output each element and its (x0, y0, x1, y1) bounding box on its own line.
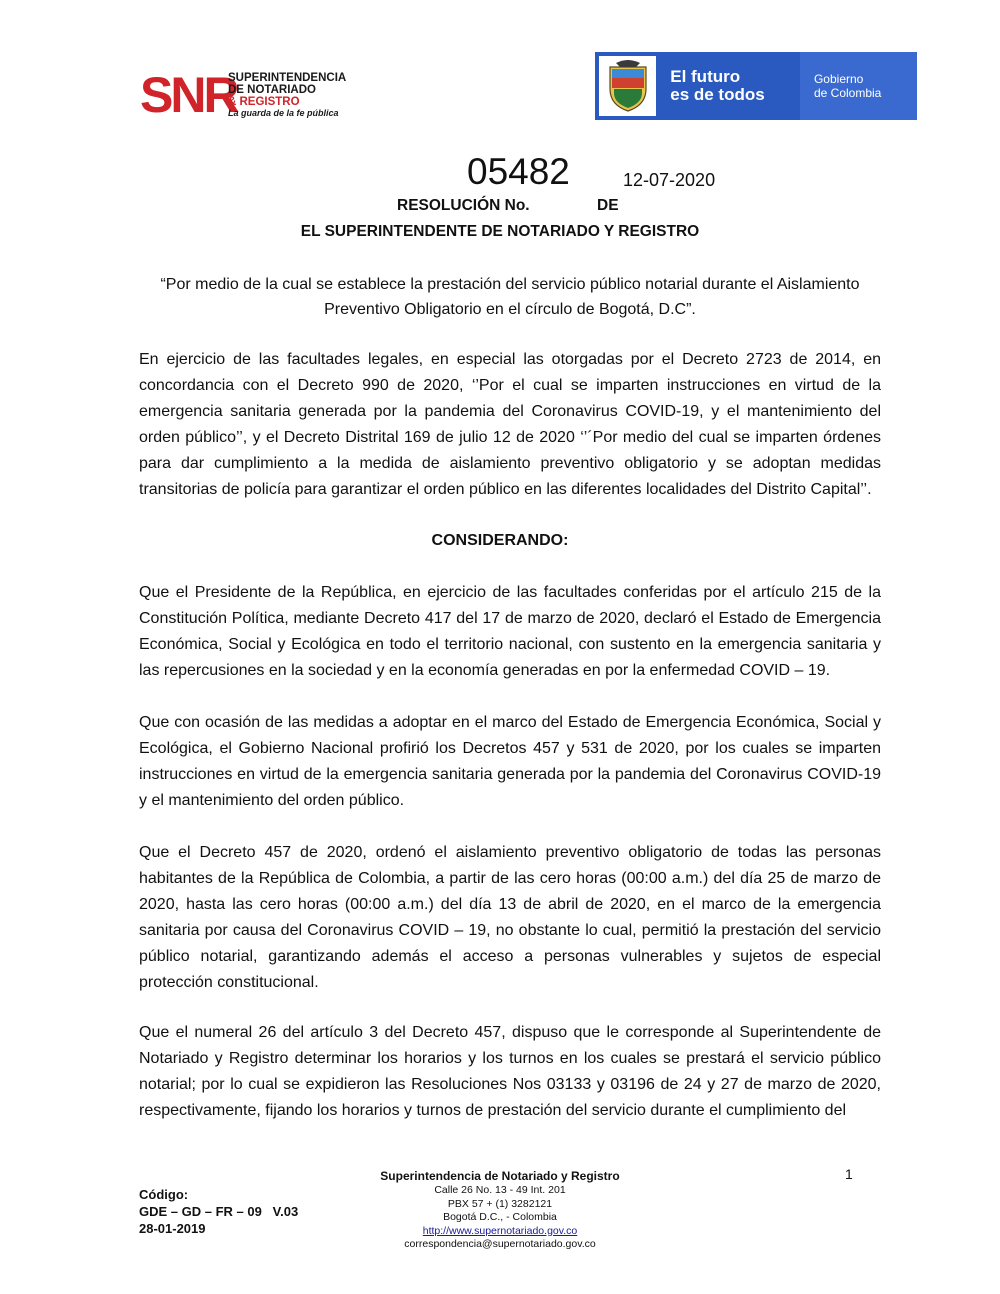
colombia-shield-icon (599, 56, 656, 116)
footer-city: Bogotá D.C., - Colombia (443, 1211, 557, 1223)
snr-logo-letters: SNR (140, 67, 237, 123)
snr-logo-line3: & REGISTRO (228, 96, 300, 108)
footer-website-link[interactable]: http://www.supernotariado.gov.co (422, 1224, 578, 1237)
footer-code-label: Código: (139, 1187, 189, 1202)
footer-code-block (139, 1186, 298, 1237)
snr-logo-tagline: La guarda de la fe pública (228, 108, 339, 118)
gov-name (800, 52, 917, 120)
considerando-paragraph-2: Que con ocasión de las medidas a adoptar en el marco del Estado de Emergencia Económica, Social y Ecológica, el Gobierno Nacional profirió los Decretos 457 y 531 de 2020, por los cuales se imparten instrucciones en virtud de la emergencia sanitaria generada por la pandemia del Coronavirus COVID-19 y el mantenimiento del orden público. (139, 714, 881, 809)
considerando-paragraph-4: Que el numeral 26 del artículo 3 del Decreto 457, dispuso que le corresponde al Superintendente de Notariado y Registro determinar los horarios y los turnos en los cuales se prestará el servicio público notarial; por lo cual se expidieron las Resoluciones Nos 03133 y 03196 de 24 y 27 de marzo de 2020, respectivamente, fijando los horarios y turnos de prestación del servicio durante el cumplimiento del (139, 1024, 881, 1119)
considerando-paragraph-1: Que el Presidente de la República, en ejercicio de las facultades conferidas por el artículo 215 de la Constitución Política, mediante Decreto 417 del 17 de marzo de 2020, declaró el Estado de Emergencia Económica, Social y Ecológica en todo el territorio nacional, con sustento en la emergencia sanitaria y las repercusiones en la sociedad y en la economía generadas en por la enfermedad COVID – 19. (139, 584, 881, 679)
footer-contact (300, 1168, 700, 1252)
resolution-label: RESOLUCIÓN No. (397, 197, 530, 214)
footer-email: correspondencia@supernotariado.gov.co (404, 1238, 596, 1250)
resolution-subject: “Por medio de la cual se establece la prestación del servicio público notarial durante el Aislamiento Preventivo Obligatorio en el círculo de Bogotá, D.C”. (160, 276, 860, 318)
gov-banner (595, 52, 917, 120)
snr-logo-text (228, 72, 346, 119)
gov-motto-line2: es de todos (670, 85, 765, 104)
resolution-number: 05482 (467, 151, 570, 192)
snr-logo-line1: SUPERINTENDENCIA (228, 72, 347, 84)
footer-code-value: GDE – GD – FR – 09 V.03 (139, 1204, 299, 1219)
gov-name-line1: Gobierno (813, 72, 864, 86)
footer-phone: PBX 57 + (1) 3282121 (447, 1197, 553, 1210)
resolution-issuer: EL SUPERINTENDENTE DE NOTARIADO Y REGISTRO (300, 223, 700, 240)
snr-logo-line2: DE NOTARIADO (228, 84, 316, 96)
intro-paragraph: En ejercicio de las facultades legales, en especial las otorgadas por el Decreto 2723 de 2014, en concordancia con el Decreto 990 de 2020, ‘’Por el cual se imparten instrucciones en virtud de la emergencia sanitaria generada por la pandemia del Coronavirus COVID-19, y el mantenimiento del orden público’’, y el Decreto Distrital 169 de julio 12 de 2020 ‘’´Por medio del cual se imparten órdenes para dar cumplimiento a la medida de aislamiento preventivo obligatorio y se adoptan medidas transitorias de policía para garantizar el orden público en las diferentes localidades del Distrito Capital’’. (139, 351, 881, 498)
gov-motto (656, 52, 800, 120)
page-number: 1 (845, 1166, 853, 1182)
gov-name-line2: de Colombia (813, 86, 882, 100)
footer-org-name: Superintendencia de Notariado y Registro (380, 1169, 620, 1183)
footer-address: Calle 26 No. 13 - 49 Int. 201 (434, 1184, 566, 1196)
considerando-paragraph-3: Que el Decreto 457 de 2020, ordenó el aislamiento preventivo obligatorio de todas las personas habitantes de la República de Colombia, a partir de las cero horas (00:00 a.m.) del día 25 de marzo de 2020, hasta las cero horas (00:00 a.m.) del día 13 de abril de 2020, en el marco de la emergencia sanitaria por causa del Coronavirus COVID – 19, no obstante lo cual, permitió la prestación del servicio público notarial, garantizando además el acceso a personas vulnerables y sujetos de especial protección constitucional. (139, 844, 881, 991)
resolution-date: 12-07-2020 (623, 170, 716, 190)
resolution-de-label: DE (597, 197, 619, 214)
footer-code-date: 28-01-2019 (139, 1221, 206, 1236)
gov-motto-line1: El futuro (670, 67, 741, 86)
snr-logo (140, 68, 350, 128)
considerando-heading: CONSIDERANDO: (431, 532, 569, 549)
